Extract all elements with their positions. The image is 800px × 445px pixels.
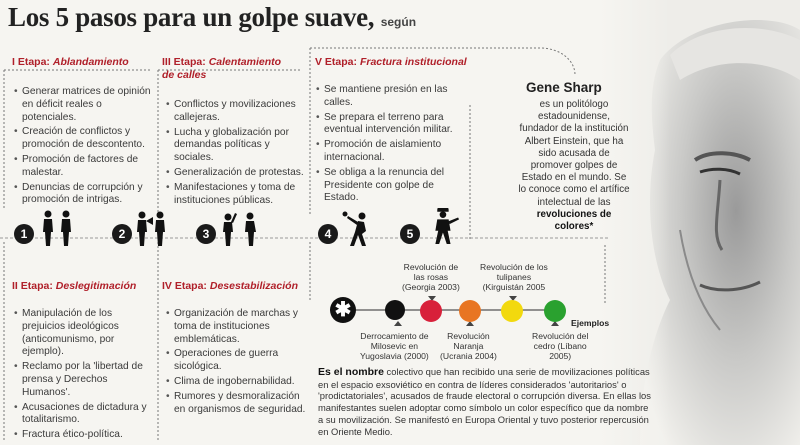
label-line: Revolución de los xyxy=(480,262,548,272)
rev-label-milosevic xyxy=(360,331,429,362)
list-item: • Rumores y desmoralización en organismos de seguridad. xyxy=(166,391,306,417)
stage-2-title xyxy=(12,280,136,292)
soldier-icon xyxy=(422,208,462,244)
label-line: Revolución del xyxy=(532,331,589,341)
list-item: • Se mantiene presión en las calles. xyxy=(316,84,468,110)
label-line: (Ucrania 2004) xyxy=(440,351,497,362)
rev-label-roses xyxy=(402,262,460,293)
list-item: • Denuncias de corrupción y promoción de intrigas. xyxy=(14,182,158,208)
description-bold: Es el nombre xyxy=(318,366,384,378)
list-item: • Creación de conflictos y promoción de descontento. xyxy=(14,126,158,152)
step-number-3: 3 xyxy=(196,224,216,244)
stage-5-title xyxy=(315,56,467,68)
stage-4-title xyxy=(162,280,298,292)
stage-1-name: Ablandamiento xyxy=(52,56,129,68)
stage-5-name: Fractura institucional xyxy=(359,56,467,68)
list-item: • Promoción de factores de malestar. xyxy=(14,154,158,180)
stage-2-prefix: II Etapa: xyxy=(12,280,53,292)
label-line: 2005) xyxy=(549,351,572,362)
list-item: • Lucha y globalización por demandas políticas y sociales. xyxy=(166,127,306,165)
stage-1-prefix: I Etapa: xyxy=(12,56,50,68)
gene-sharp-bio-text: es un politólogo estadounidense, fundador de la institución Albert Einstein, que ha sido acusada de promover golpes de Estado en el mundo. Se lo conoce como el artífice intelectual de las xyxy=(518,99,630,208)
stage-3-name-line1: Calentamiento xyxy=(208,56,282,68)
stage-2-name: Deslegitimación xyxy=(55,280,137,292)
label-line: cedro (Líbano xyxy=(533,341,587,352)
label-line: (Georgia 2003) xyxy=(402,282,460,293)
label-line: tulipanes xyxy=(496,272,532,283)
list-item: • Se obliga a la renuncia del Presidente con golpe de Estado. xyxy=(316,167,468,205)
step-number-5: 5 xyxy=(400,224,420,244)
list-item: • Conflictos y movilizaciones callejeras. xyxy=(166,99,306,125)
label-line: (Kirguistán 2005 xyxy=(482,282,546,293)
stage-3-list xyxy=(166,99,306,209)
page-title xyxy=(8,2,416,33)
list-item: • Organización de marchas y toma de instituciones emblemáticas. xyxy=(166,308,306,346)
roses-dot xyxy=(420,300,442,322)
rock-thrower-icon xyxy=(340,210,374,246)
stage-4-list xyxy=(166,308,306,418)
title-sub: según xyxy=(380,15,417,29)
list-item: • Manifestaciones y toma de instituciones públicas. xyxy=(166,182,306,208)
list-item: • Reclamo por la 'libertad de prensa y Derechos Humanos'. xyxy=(14,361,156,399)
description-rest: colectivo que han recibido una serie de movilizaciones políticas en el espacio exsoviético en contra de líderes considerados 'autoritarios' o 'prodictatoriales', acusados de fraude electoral o corrupción diversa. En ellas los manifestantes suelen adoptar como símbolo un color específico que da nombre a su movilización. Se manifestó en Europa Oriental y tuvo posterior repercusión en Oriente Medio. xyxy=(318,366,651,437)
stage-4-name: Desestabilización xyxy=(209,280,298,292)
two-people-talking-icon xyxy=(38,210,78,246)
examples-label: Ejemplos xyxy=(571,318,610,328)
stage-5-prefix: V Etapa: xyxy=(315,56,358,68)
cedar-dot xyxy=(544,300,566,322)
stage-2-list xyxy=(14,308,156,444)
stage-5-list xyxy=(316,84,468,207)
list-item: • Generar matrices de opinión en déficit reales o potenciales. xyxy=(14,86,158,124)
colour-revolutions-description xyxy=(318,366,656,437)
step-number-2: 2 xyxy=(112,224,132,244)
label-line: las rosas xyxy=(413,272,449,283)
label-line: Revolución xyxy=(447,331,490,341)
step-number-1: 1 xyxy=(14,224,34,244)
gene-sharp-bio-bold: revoluciones de colores* xyxy=(536,208,612,233)
tulips-dot xyxy=(501,300,523,322)
list-item: • Acusaciones de dictadura y totalitarismo. xyxy=(14,402,156,428)
rev-label-cedar xyxy=(532,331,588,362)
title-main: Los 5 pasos para un golpe suave, xyxy=(8,2,375,32)
stage-4-prefix: IV Etapa: xyxy=(162,280,207,292)
gene-sharp-bio xyxy=(518,99,630,233)
rev-label-orange xyxy=(440,331,497,362)
list-item: • Generalización de protestas. xyxy=(166,167,306,180)
stage-1-title xyxy=(12,56,129,68)
label-line: Derrocamiento de xyxy=(360,331,429,341)
list-item: • Fractura ético-política. xyxy=(14,429,156,442)
label-line: Naranja xyxy=(453,341,484,352)
label-line: Yugoslavia (2000) xyxy=(360,351,429,362)
gene-sharp-name: Gene Sharp xyxy=(526,80,602,95)
stage-3-name-line2: de calles xyxy=(162,69,207,81)
stage-3-prefix: III Etapa: xyxy=(162,56,206,68)
orange-dot xyxy=(459,300,481,322)
list-item: • Operaciones de guerra sicológica. xyxy=(166,348,306,374)
step-number-4: 4 xyxy=(318,224,338,244)
list-item: • Clima de ingobernabilidad. xyxy=(166,376,306,389)
people-megaphone-icon xyxy=(134,210,168,246)
rev-label-tulips xyxy=(480,262,548,293)
list-item: • Promoción de aislamiento internacional. xyxy=(316,139,468,165)
list-item: • Manipulación de los prejuicios ideológicos (anticomunismo, por ejemplo). xyxy=(14,308,156,359)
milosevic-dot xyxy=(385,300,405,320)
label-line: Revolución de xyxy=(403,262,459,272)
protesters-icon xyxy=(218,210,264,246)
stage-1-list xyxy=(14,86,158,209)
star-dot: ✱ xyxy=(330,297,356,323)
stage-3-title xyxy=(162,56,281,82)
label-line: Milosevic en xyxy=(370,341,419,352)
list-item: • Se prepara el terreno para eventual intervención militar. xyxy=(316,112,468,138)
